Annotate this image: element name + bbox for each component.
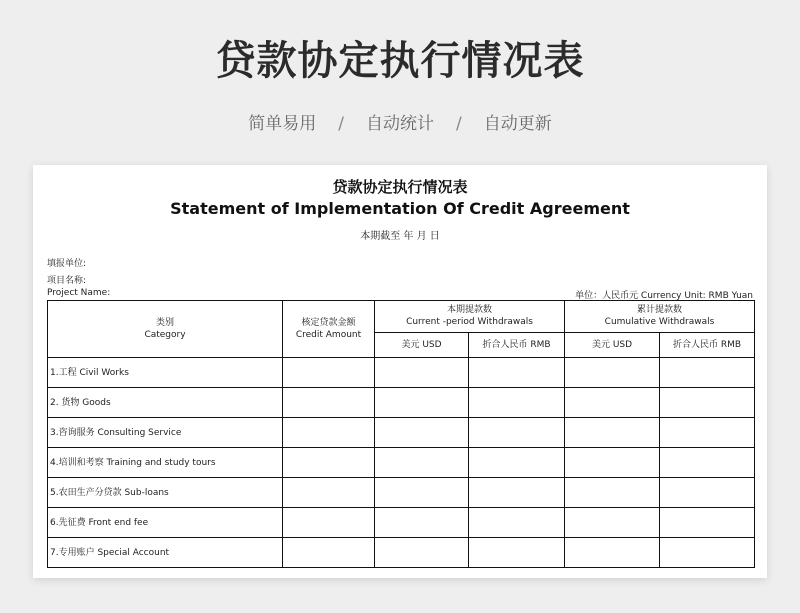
cell-cumulative-usd[interactable] <box>565 448 660 478</box>
header-cumulative-usd: 美元 USD <box>565 332 660 357</box>
document-title-en: Statement of Implementation Of Credit Agreement <box>170 199 630 218</box>
row-label-consulting: 3.咨询服务 Consulting Service <box>48 418 283 448</box>
cell-current-usd[interactable] <box>375 358 469 388</box>
cell-current-usd[interactable] <box>375 388 469 418</box>
cell-credit-amount[interactable] <box>283 388 375 418</box>
cell-cumulative-usd[interactable] <box>565 358 660 388</box>
header-current-rmb: 折合人民币 RMB <box>469 332 565 357</box>
hero-tagline <box>0 112 800 136</box>
cell-cumulative-usd[interactable] <box>565 508 660 538</box>
tag-separator: / <box>338 114 344 134</box>
cell-cumulative-usd[interactable] <box>565 388 660 418</box>
header-category-cn: 类别 <box>155 318 174 328</box>
cell-current-usd[interactable] <box>375 538 469 568</box>
table-row <box>48 388 755 418</box>
cell-credit-amount[interactable] <box>283 358 375 388</box>
header-current-cn: 本期提款数 <box>446 305 492 316</box>
cell-current-usd[interactable] <box>375 508 469 538</box>
cell-current-usd[interactable] <box>375 478 469 508</box>
cell-current-rmb[interactable] <box>469 388 565 418</box>
table-row <box>48 418 755 448</box>
table-row <box>48 508 755 538</box>
row-label-civil-works: 1.工程 Civil Works <box>48 358 283 388</box>
cell-current-rmb[interactable] <box>469 418 565 448</box>
cell-current-rmb[interactable] <box>469 508 565 538</box>
cell-cumulative-rmb[interactable] <box>660 358 755 388</box>
cell-cumulative-rmb[interactable] <box>660 478 755 508</box>
currency-unit-label: 单位：人民币元 Currency Unit: RMB Yuan <box>575 291 753 301</box>
cell-current-usd[interactable] <box>375 448 469 478</box>
header-cumulative-cn: 累计提款数 <box>637 305 683 316</box>
header-cumulative-en: Cumulative Withdrawals <box>604 317 715 328</box>
cell-cumulative-rmb[interactable] <box>660 388 755 418</box>
tag-separator: / <box>456 114 462 134</box>
withdrawal-table <box>47 300 755 568</box>
row-label-training: 4.培训和考察 Training and study tours <box>48 448 283 478</box>
table-row <box>48 538 755 568</box>
reporting-unit-label: 填报单位: <box>47 259 87 269</box>
header-current-withdrawals <box>375 301 565 333</box>
tag-easy: 简单易用 <box>248 114 317 134</box>
header-cumulative-withdrawals <box>565 301 755 333</box>
row-label-sub-loans: 5.农田生产分贷款 Sub-loans <box>48 478 283 508</box>
header-credit-en: Credit Amount <box>295 330 362 340</box>
hero-title: 贷款协定执行情况表 <box>215 38 585 84</box>
period-label: 本期截至 年 月 日 <box>360 231 440 242</box>
tag-auto-update: 自动更新 <box>483 114 552 134</box>
cell-cumulative-usd[interactable] <box>565 538 660 568</box>
header-current-usd: 美元 USD <box>375 332 469 357</box>
cell-cumulative-rmb[interactable] <box>660 508 755 538</box>
cell-current-usd[interactable] <box>375 418 469 448</box>
cell-cumulative-rmb[interactable] <box>660 418 755 448</box>
row-label-front-end-fee: 6.先征费 Front end fee <box>48 508 283 538</box>
tag-auto-stats: 自动统计 <box>366 114 434 134</box>
cell-cumulative-usd[interactable] <box>565 418 660 448</box>
header-current-en: Current -period Withdrawals <box>406 317 533 328</box>
document-title-cn: 贷款协定执行情况表 <box>332 178 468 196</box>
header-credit-cn: 核定贷款金额 <box>301 318 356 328</box>
document-sheet <box>33 165 767 578</box>
table-row <box>48 478 755 508</box>
cell-current-rmb[interactable] <box>469 478 565 508</box>
cell-credit-amount[interactable] <box>283 478 375 508</box>
row-label-special-account: 7.专用账户 Special Account <box>48 538 283 568</box>
table-row <box>48 358 755 388</box>
cell-current-rmb[interactable] <box>469 538 565 568</box>
cell-current-rmb[interactable] <box>469 448 565 478</box>
cell-credit-amount[interactable] <box>283 448 375 478</box>
cell-cumulative-usd[interactable] <box>565 478 660 508</box>
project-name-cn-label: 项目名称: <box>47 276 87 286</box>
header-category-en: Category <box>144 330 186 340</box>
cell-cumulative-rmb[interactable] <box>660 448 755 478</box>
cell-current-rmb[interactable] <box>469 358 565 388</box>
cell-cumulative-rmb[interactable] <box>660 538 755 568</box>
table-row <box>48 448 755 478</box>
project-name-en-label: Project Name: <box>47 288 111 298</box>
header-cumulative-rmb: 折合人民币 RMB <box>660 332 755 357</box>
cell-credit-amount[interactable] <box>283 538 375 568</box>
cell-credit-amount[interactable] <box>283 508 375 538</box>
row-label-goods: 2. 货物 Goods <box>48 388 283 418</box>
header-credit-amount <box>283 301 375 358</box>
cell-credit-amount[interactable] <box>283 418 375 448</box>
header-category <box>48 301 283 358</box>
